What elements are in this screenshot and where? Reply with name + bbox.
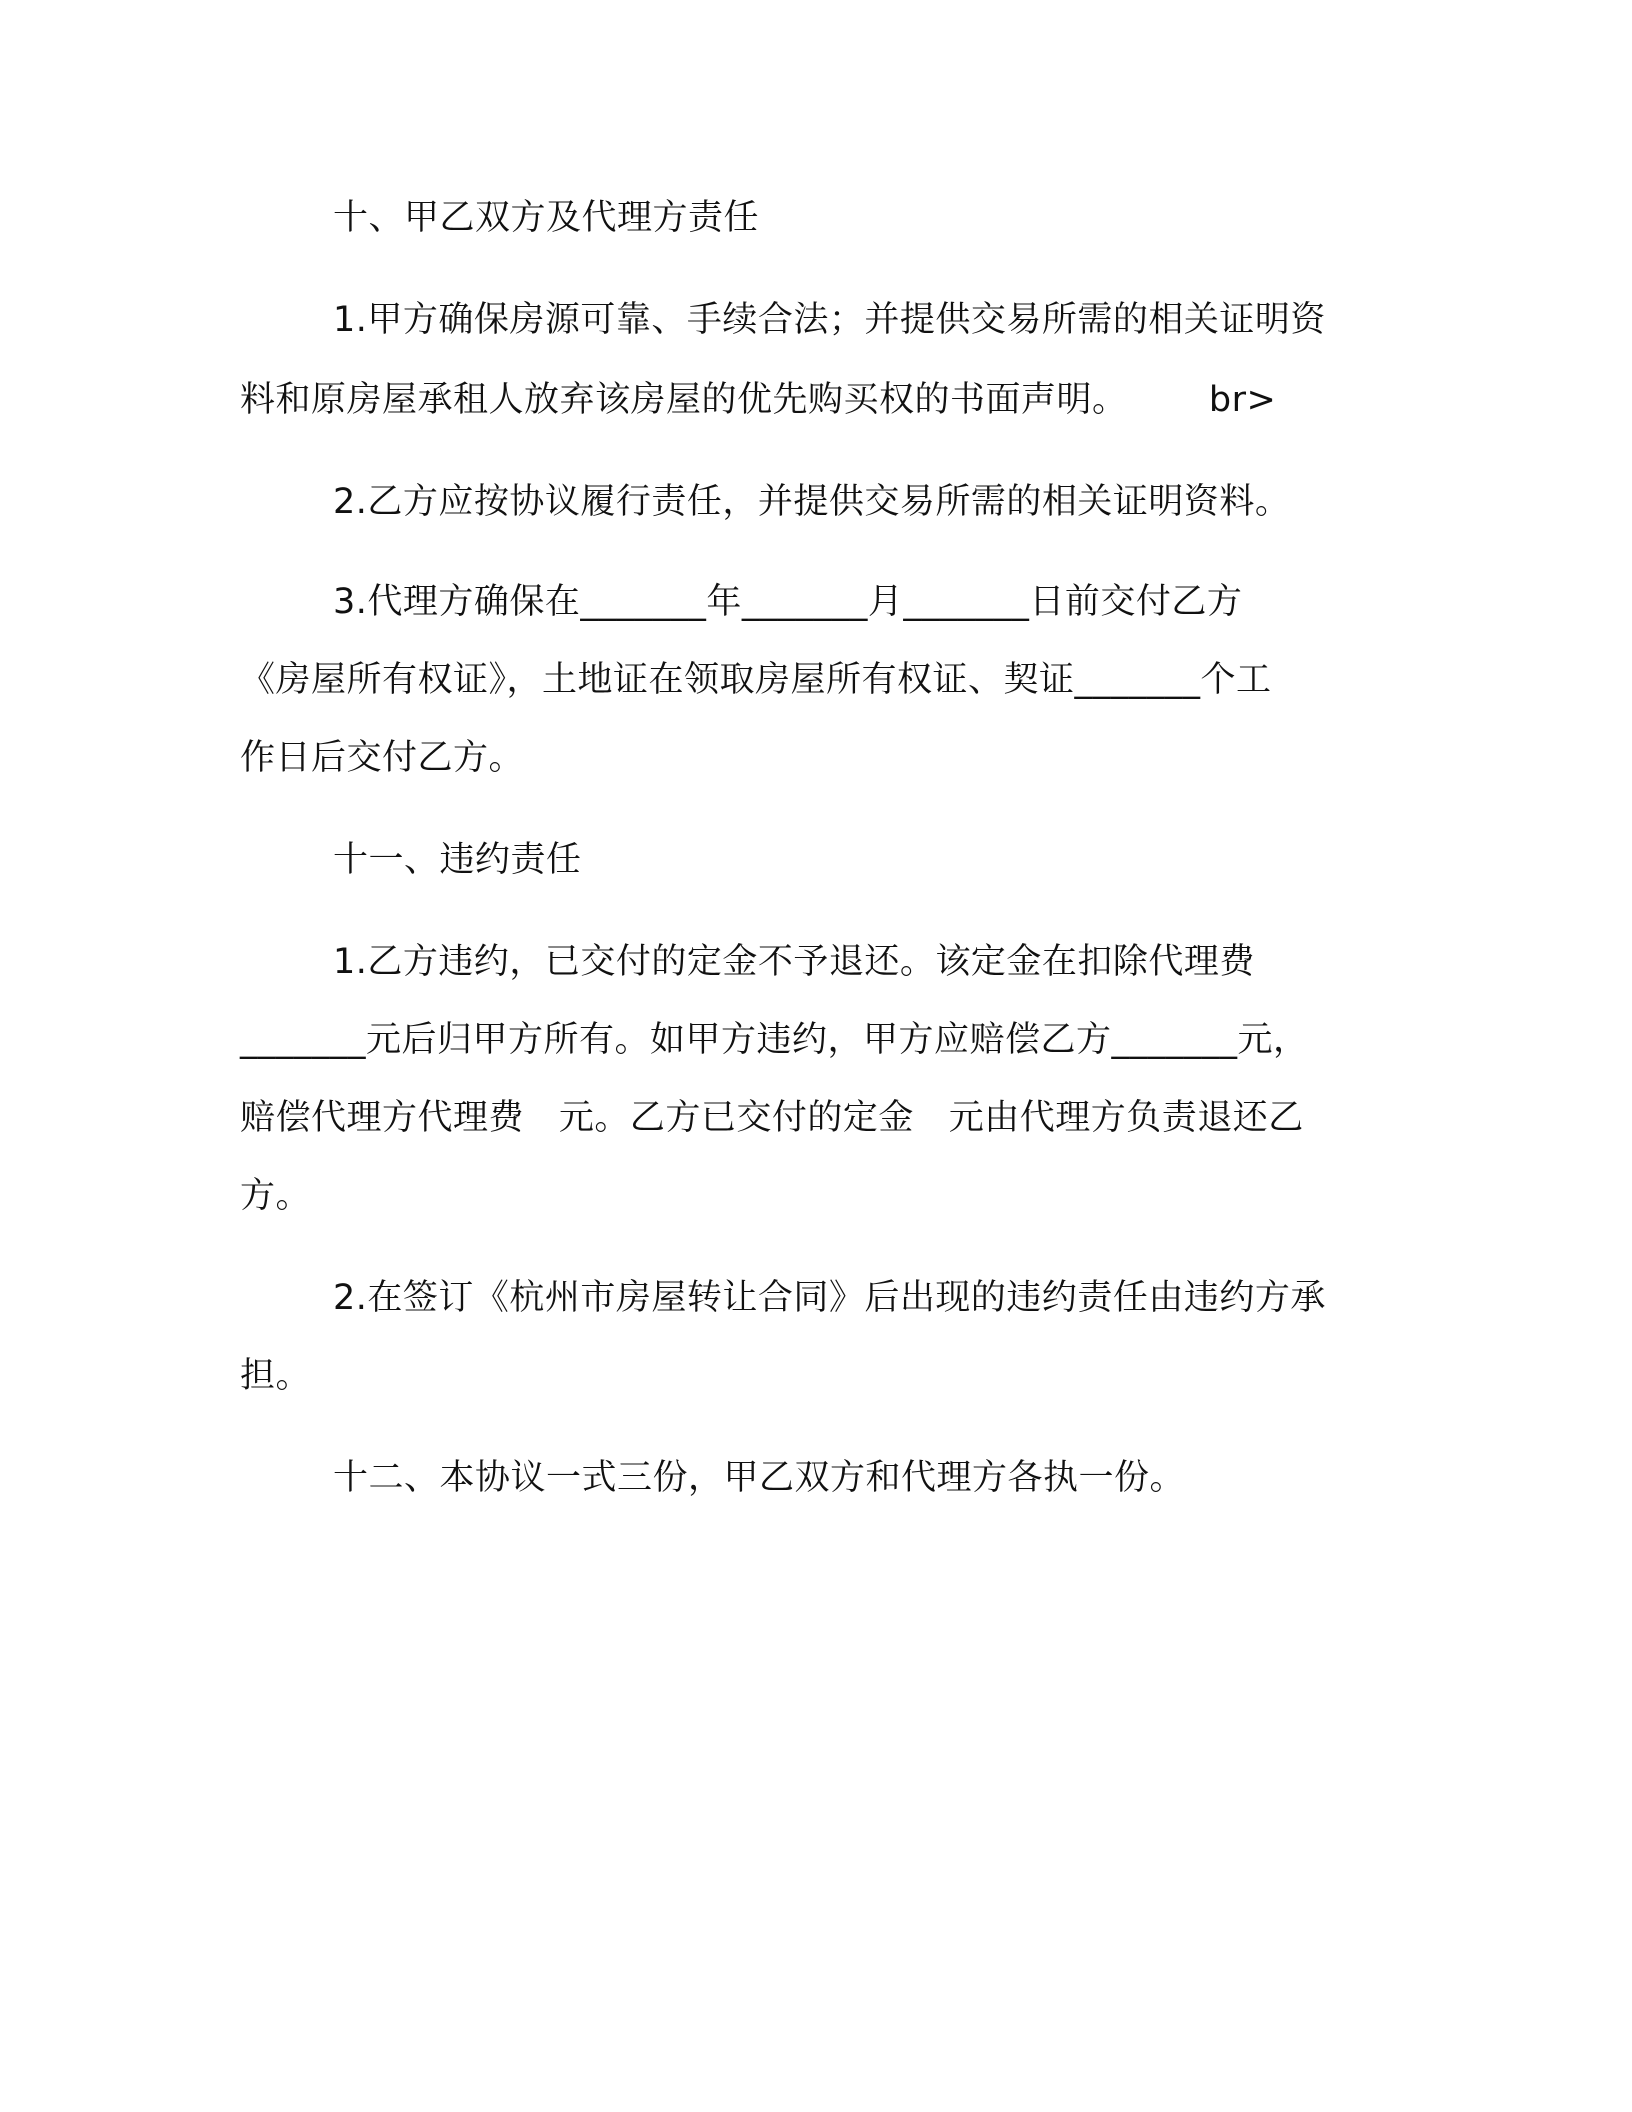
- clause-11-1-line-4: 方。: [240, 1176, 312, 1216]
- clause-11-1-line-2: _______元后归甲方所有。如甲方违约，甲方应赔偿乙方_______元，: [240, 1020, 1309, 1060]
- clause-10-3-line-2: 《房屋所有权证》，土地证在领取房屋所有权证、契证_______个工: [240, 660, 1272, 700]
- clause-11-1-line-1: 1.乙方违约，已交付的定金不予退还。该定金在扣除代理费: [333, 942, 1255, 982]
- section-11-heading: 十一、违约责任: [333, 840, 582, 880]
- clause-10-3-line-3: 作日后交付乙方。: [240, 738, 525, 778]
- clause-11-2-line-2: 担。: [240, 1356, 312, 1396]
- clause-10-2: 2.乙方应按协议履行责任，并提供交易所需的相关证明资料。: [333, 482, 1291, 522]
- section-12-text: 十二、本协议一式三份，甲乙双方和代理方各执一份。: [333, 1458, 1186, 1498]
- clause-10-1-line-1: 1.甲方确保房源可靠、手续合法；并提供交易所需的相关证明资: [333, 300, 1326, 340]
- clause-11-1-line-3: 赔偿代理方代理费 元。乙方已交付的定金 元由代理方负责退还乙: [240, 1098, 1304, 1138]
- clause-11-2-line-1: 2.在签订《杭州市房屋转让合同》后出现的违约责任由违约方承: [333, 1278, 1326, 1318]
- clause-10-3-line-1: 3.代理方确保在_______年_______月_______日前交付乙方: [333, 582, 1243, 622]
- clause-10-1-line-2: 料和原房屋承租人放弃该房屋的优先购买权的书面声明。 br>: [240, 380, 1277, 420]
- section-10-heading: 十、甲乙双方及代理方责任: [333, 198, 760, 238]
